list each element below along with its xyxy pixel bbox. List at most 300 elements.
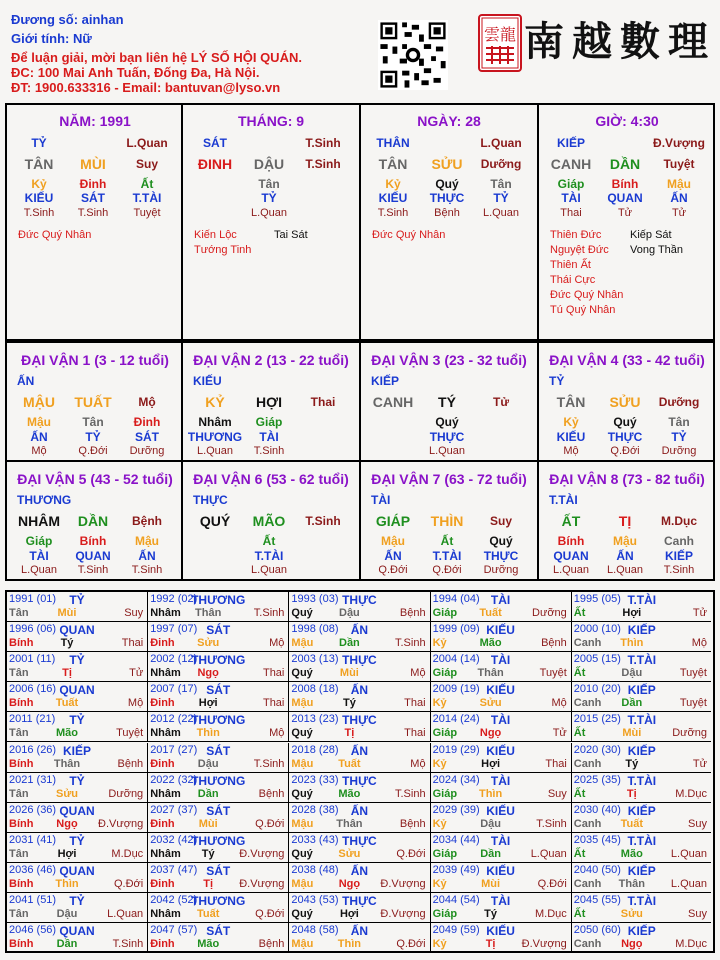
luu-nien-god: T.TÀI [627,773,657,788]
luu-nien-phase: T.Sinh [536,817,567,830]
hidden-god: T.TÀI [132,191,162,205]
dai-van-can: QUÝ [199,513,231,529]
hidden-phase: T.Sinh [23,207,55,219]
luu-nien-phase: Thai [404,697,426,710]
dai-van-hidden-god: ẤN [384,549,402,563]
dai-van-hidden-stem: Mậu [135,534,159,548]
dai-van-hidden-phase: Mộ [31,445,47,457]
luu-nien-stem: Canh [573,877,602,890]
luu-nien-branch: Thân [336,817,363,830]
luu-nien-god: TỶ [69,713,85,728]
luu-nien-god: THƯƠNG [191,894,246,908]
luu-nien-year: 2048 (58) [291,924,339,937]
luu-nien-god: KIẾU [486,863,515,878]
luu-nien-year: 2022 (32) [150,773,198,786]
hidden-god: ẤN [670,191,688,205]
luu-nien-year: 2011 (21) [9,713,56,726]
luu-nien-god: KIẾU [486,743,515,758]
luu-nien-year: 2047 (57) [150,924,198,937]
luu-nien-stem: Quý [291,908,313,920]
special-star: Vong Thần [630,244,684,256]
luu-nien-stem: Kỷ [432,817,447,830]
luu-nien-god: SÁT [206,863,231,878]
luu-nien-stem: Bính [9,938,34,951]
luu-nien-year: 1994 (04) [432,593,480,605]
luu-nien-phase: Dưỡng [672,727,707,740]
dai-van-hidden-phase: T.Sinh [131,564,163,576]
luu-nien-branch: Sửu [620,908,643,920]
luu-nien-phase: Mộ [269,727,285,740]
luu-nien-stem: Đinh [150,757,175,770]
dai-van-hidden-stem: Giáp [25,534,53,548]
luu-nien-cell [572,893,711,923]
dai-van-title: ĐẠI VẬN 7 (63 - 72 tuổi) [371,471,527,487]
dai-van-hidden-phase: T.Sinh [663,564,695,576]
luu-nien-god: T.TÀI [627,894,657,908]
luu-nien-phase: Bệnh [258,938,285,951]
qr-code-icon[interactable] [378,20,448,90]
luu-nien-stem: Canh [573,637,602,650]
luu-nien-stem: Ất [573,847,586,860]
luu-nien-phase: Tuyệt [679,697,707,710]
luu-nien-cell [289,712,430,742]
pillar-can: CANH [550,156,592,172]
dai-van-can: CANH [372,394,414,410]
dai-van-hidden-stem: Mậu [381,534,405,548]
luu-nien-branch: Tý [201,847,215,860]
luu-nien-year: 1992 (02) [150,593,198,605]
luu-nien-phase: Mộ [127,697,144,710]
luu-nien-branch: Mão [56,727,78,740]
luu-nien-god: T.TÀI [627,653,657,668]
luu-nien-cell [7,803,148,833]
luu-nien-branch: Sửu [55,787,79,800]
luu-nien-branch: Hợi [198,697,218,710]
luu-nien-god: THƯƠNG [191,713,246,728]
luu-nien-cell [289,743,430,773]
luu-nien-cell [148,803,289,833]
luu-nien-stem: Kỷ [432,637,447,650]
luu-nien-phase: Tử [692,757,707,770]
hidden-stem: Tân [490,177,512,191]
luu-nien-cell [572,833,711,863]
luu-nien-stem: Quý [291,787,313,800]
contact-line: Để luận giải, mời bạn liên hệ LÝ SỐ HỘI QUÁN. [11,50,302,65]
luu-nien-stem: Bính [9,817,34,830]
luu-nien-god: TỶ [69,593,85,607]
luu-nien-god: ẤN [350,623,369,638]
luu-nien-god: ẤN [350,683,369,698]
luu-nien-phase: Suy [547,787,567,800]
luu-nien-year: 2010 (20) [573,683,621,696]
luu-nien-phase: M.Dục [675,787,707,800]
luu-nien-stem: Ất [573,667,586,680]
luu-nien-phase: Bệnh [541,637,567,650]
luu-nien-year: 2004 (14) [432,653,480,666]
dai-van-phase: Bệnh [132,514,162,528]
luu-nien-branch: Dậu [480,817,501,830]
luu-nien-branch: Dần [197,787,219,800]
luu-nien-cell [7,712,148,742]
pillar-title: NGÀY: 28 [417,113,481,129]
luu-nien-god: TÀI [490,773,511,788]
luu-nien-branch: Tị [203,877,214,890]
luu-nien-branch: Ngọ [621,938,643,951]
luu-nien-cell [572,652,711,682]
luu-nien-god: KIẾP [627,743,656,758]
luu-nien-cell [431,682,572,712]
special-star: Tướng Tinh [194,244,252,256]
luu-nien-cell [148,592,289,622]
luu-nien-stem: Đinh [150,637,175,650]
luu-nien-cell [572,863,711,893]
hidden-stem: Bính [611,177,639,191]
dai-van-hidden-god: SÁT [135,430,159,444]
hidden-phase: L.Quan [250,207,288,219]
luu-nien-branch: Tuất [196,908,220,920]
luu-nien-grid [5,590,715,953]
pillar-can: TÂN [24,156,54,172]
luu-nien-phase: Dưỡng [108,787,144,800]
luu-nien-year: 1999 (09) [432,623,480,636]
special-star: Kiếp Sát [630,229,672,241]
luu-nien-branch: Mùi [57,607,77,619]
luu-nien-phase: Q.Đới [255,908,285,920]
special-star: Đức Quý Nhân [372,229,446,241]
luu-nien-branch: Mão [479,637,502,650]
luu-nien-branch: Mùi [481,877,501,890]
luu-nien-branch: Tị [62,667,72,680]
pillar-star-right: L.Quan [480,136,522,150]
luu-nien-cell [431,743,572,773]
dai-van-hidden-stem: Ất [262,534,276,548]
luu-nien-phase: Thai [545,757,567,770]
dai-van-phase: Thai [310,395,336,409]
luu-nien-phase: M.Dục [111,847,144,860]
dai-van-hidden-phase: Dưỡng [129,445,165,457]
seal-text: 雲龍 [483,25,517,44]
dai-van-hidden-stem: Ất [440,534,454,548]
pillar-star-right: L.Quan [126,136,168,150]
luu-nien-phase: Mộ [410,667,426,680]
luu-nien-stem: Tân [9,847,29,860]
luu-nien-stem: Bính [9,757,34,770]
dai-van-hidden-phase: Dưỡng [661,445,697,457]
luu-nien-phase: Q.Đới [396,938,426,951]
luu-nien-branch: Tý [484,908,498,920]
luu-nien-god: KIẾP [627,623,656,638]
luu-nien-god: TÀI [490,593,511,607]
pillar-title: THÁNG: 9 [237,113,305,129]
luu-nien-cell [7,773,148,803]
luu-nien-cell [148,893,289,923]
luu-nien-cell [289,622,430,652]
luu-nien-stem: Kỷ [432,697,447,710]
pillar-title: NĂM: 1991 [59,113,131,129]
pillar-chi: DẬU [253,156,285,172]
luu-nien-year: 2035 (45) [573,833,621,846]
luu-nien-stem: Kỷ [432,938,447,951]
luu-nien-phase: T.Sinh [253,607,285,619]
hidden-phase: L.Quan [482,207,520,219]
dai-van-hidden-god: KIẾU [556,430,586,444]
dai-van-hidden-stem: Kỷ [563,415,579,429]
luu-nien-phase: Tử [552,727,567,740]
luu-nien-cell [572,712,711,742]
luu-nien-branch: Thân [195,607,222,619]
pillar-phase: T.Sinh [305,157,341,171]
luu-nien-god: THƯƠNG [191,653,246,668]
luu-nien-god: KIẾP [627,924,656,939]
dai-van-hidden-phase: L.Quan [606,564,644,576]
luu-nien-stem: Giáp [432,908,458,920]
luu-nien-god: TÀI [490,713,511,728]
luu-nien-god: THƯƠNG [191,833,246,848]
luu-nien-phase: Mộ [410,757,426,770]
luu-nien-cell [148,743,289,773]
hidden-stem: Mậu [667,177,691,191]
dai-van-hidden-stem: Mậu [27,415,51,429]
luu-nien-branch: Tị [626,787,637,800]
luu-nien-branch: Hợi [57,847,77,860]
luu-nien-year: 2005 (15) [573,653,621,666]
luu-nien-year: 2039 (49) [432,863,480,876]
dai-van-phase: M.Dục [661,514,697,528]
luu-nien-god: KIẾP [62,743,92,758]
luu-nien-year: 2019 (29) [432,743,480,756]
dai-van-can: NHÂM [18,513,60,529]
hidden-god: QUAN [607,191,643,205]
luu-nien-cell [431,833,572,863]
dai-van-hidden-phase: Q.Đới [378,564,408,576]
luu-nien-cell [289,682,430,712]
luu-nien-god: TỶ [69,894,85,908]
luu-nien-year: 1996 (06) [9,623,57,636]
luu-nien-year: 2041 (51) [9,894,57,906]
hidden-stem: Ất [140,177,154,191]
luu-nien-cell [572,923,711,953]
luu-nien-branch: Tuất [55,697,79,710]
pillar-star: TỶ [31,136,47,150]
luu-nien-branch: Dần [621,697,643,710]
luu-nien-branch: Tị [485,938,496,951]
luu-nien-phase: Tử [129,667,144,680]
luu-nien-phase: Tuyệt [116,727,144,740]
luu-nien-stem: Đinh [150,817,175,830]
luu-nien-stem: Tân [9,908,29,920]
dai-van-title: ĐẠI VẬN 4 (33 - 42 tuổi) [549,352,705,368]
luu-nien-year: 2040 (50) [573,863,621,876]
pillar-star-right: T.Sinh [305,136,341,150]
luu-nien-phase: T.Sinh [395,787,426,800]
dai-van-title: ĐẠI VẬN 2 (13 - 22 tuổi) [193,352,349,368]
dai-van-hidden-stem: Đinh [133,415,161,429]
luu-nien-branch: Mùi [622,727,642,740]
luu-nien-cell [7,652,148,682]
luu-nien-stem: Quý [291,847,313,860]
luu-nien-branch: Thìn [337,938,361,951]
luu-nien-god: SÁT [206,803,231,818]
luu-nien-stem: Ất [573,727,586,740]
luu-nien-stem: Bính [9,697,34,710]
logo-text: 南越數理 [524,18,716,65]
dai-van-hidden-stem: Giáp [255,415,283,429]
luu-nien-year: 2037 (47) [150,863,198,876]
dai-van-hidden-stem: Canh [664,534,694,548]
luu-nien-branch: Ngọ [338,877,361,890]
dai-van-star: TÀI [371,493,391,507]
luu-nien-branch: Mão [620,847,643,860]
luu-nien-year: 2000 (10) [573,623,621,636]
luu-nien-god: QUAN [59,623,95,638]
luu-nien-branch: Mão [338,787,361,800]
luu-nien-year: 2031 (41) [9,833,57,846]
dai-van-hidden-god: TỶ [85,430,101,444]
luu-nien-god: KIẾU [486,803,515,818]
dai-van-phase: Dưỡng [658,395,700,409]
luu-nien-phase: Mộ [269,637,285,650]
luu-nien-stem: Nhâm [150,908,181,920]
luu-nien-year: 2032 (42) [150,833,198,846]
luu-nien-stem: Mậu [291,938,314,951]
dai-van-hidden-god: T.TÀI [254,549,284,563]
luu-nien-branch: Dần [480,847,501,860]
hidden-stem: Quý [435,177,459,191]
phone-email-line: ĐT: 1900.633316 - Email: bantuvan@lyso.vn [11,80,281,95]
hidden-phase: Thai [560,207,582,219]
luu-nien-stem: Kỷ [432,877,447,890]
luu-nien-branch: Dậu [56,908,78,920]
hidden-god: TỶ [261,191,277,205]
luu-nien-branch: Thìn [478,787,503,800]
luu-nien-god: ẤN [350,743,369,758]
dai-van-hidden-stem: Quý [435,415,459,429]
luu-nien-god: TÀI [490,894,511,908]
hidden-god: KIẾU [378,191,408,205]
dai-van-title: ĐẠI VẬN 5 (43 - 52 tuổi) [17,471,173,487]
luu-nien-year: 2007 (17) [150,683,198,696]
luu-nien-stem: Tân [9,727,29,740]
luu-nien-branch: Dậu [339,607,360,619]
luu-nien-phase: Thai [404,727,426,740]
dai-van-chi: SỬU [609,394,641,410]
luu-nien-year: 2020 (30) [573,743,621,756]
luu-nien-stem: Ất [573,908,586,920]
luu-nien-year: 2021 (31) [9,773,57,786]
special-star: Tai Sát [274,229,308,241]
luu-nien-phase: Thai [121,637,144,650]
luu-nien-year: 2016 (26) [9,743,57,756]
luu-nien-year: 2006 (16) [9,683,57,696]
dai-van-phase: Tử [492,395,510,409]
luu-nien-god: KIẾP [627,683,656,698]
dai-van-star: T.TÀI [549,493,578,507]
dai-van-star: ẤN [17,374,35,388]
luu-nien-cell [7,893,148,923]
luu-nien-branch: Tý [60,637,74,650]
dai-van-title: ĐẠI VẬN 8 (73 - 82 tuổi) [549,471,705,487]
luu-nien-year: 2023 (33) [291,773,339,786]
luu-nien-cell [7,923,148,953]
dai-van-chi: TUẤT [74,394,112,410]
luu-nien-cell [431,622,572,652]
hidden-god: SÁT [81,191,105,205]
luu-nien-year: 2028 (38) [291,803,339,816]
luu-nien-god: QUAN [59,803,95,818]
luu-nien-god: QUAN [59,924,95,939]
pillar-star: THÂN [376,136,410,150]
hidden-stem: Kỷ [385,177,401,191]
luu-nien-god: KIẾP [627,803,656,818]
luu-nien-god: SÁT [206,743,231,758]
luu-nien-branch: Tị [344,727,355,740]
luu-nien-year: 2026 (36) [9,803,57,816]
dai-van-hidden-phase: L.Quan [552,564,590,576]
luu-nien-god: THƯƠNG [191,593,246,607]
dai-van-chi: HỢI [256,394,282,410]
dai-van-hidden-god: TÀI [259,430,279,444]
dai-van-chi: THÌN [430,513,464,529]
luu-nien-phase: Đ.Vượng [239,877,285,890]
dai-van-hidden-god: TỶ [671,430,687,444]
luu-nien-phase: Bệnh [258,787,285,800]
luu-nien-stem: Bính [9,877,34,890]
owner-name: Đương số: ainhan [11,12,124,27]
special-star: Tú Quý Nhân [550,304,616,316]
luu-nien-cell [431,803,572,833]
gender: Giới tính: Nữ [11,31,92,46]
luu-nien-stem: Giáp [432,847,458,860]
luu-nien-god: KIẾU [486,683,515,698]
luu-nien-stem: Tân [9,667,29,680]
luu-nien-year: 2033 (43) [291,833,339,846]
luu-nien-phase: M.Dục [675,938,707,951]
luu-nien-phase: Suy [688,817,707,830]
luu-nien-phase: L.Quan [107,908,144,920]
dai-van-hidden-phase: Q.Đới [78,445,108,457]
luu-nien-cell [572,803,711,833]
luu-nien-cell [289,893,430,923]
luu-nien-phase: L.Quan [670,877,707,890]
dai-van-title: ĐẠI VẬN 3 (23 - 32 tuổi) [371,352,527,368]
luu-nien-god: ẤN [350,803,369,818]
luu-nien-phase: Tử [692,607,707,619]
luu-nien-phase: Q.Đới [113,877,144,890]
luu-nien-year: 2029 (39) [432,803,480,816]
luu-nien-year: 1995 (05) [573,593,621,605]
luu-nien-cell [289,652,430,682]
luu-nien-branch: Thân [477,667,504,680]
luu-nien-god: KIẾU [486,623,515,638]
luu-nien-year: 2001 (11) [9,653,56,666]
luu-nien-branch: Thìn [620,637,644,650]
luu-nien-branch: Mùi [198,817,218,830]
luu-nien-phase: T.Sinh [253,757,285,770]
luu-nien-branch: Hợi [481,757,501,770]
luu-nien-branch: Dậu [197,757,219,770]
luu-nien-phase: L.Quan [530,847,567,860]
luu-nien-god: TỶ [69,653,85,668]
luu-nien-god: KIẾU [486,924,515,939]
luu-nien-branch: Mão [197,938,220,951]
luu-nien-cell [572,622,711,652]
luu-nien-phase: Đ.Vượng [98,817,144,830]
luu-nien-stem: Mậu [291,817,314,830]
luu-nien-god: TỶ [69,773,85,788]
luu-nien-phase: Q.Đới [396,847,426,860]
luu-nien-year: 2008 (18) [291,683,339,696]
luu-nien-cell [7,592,148,622]
